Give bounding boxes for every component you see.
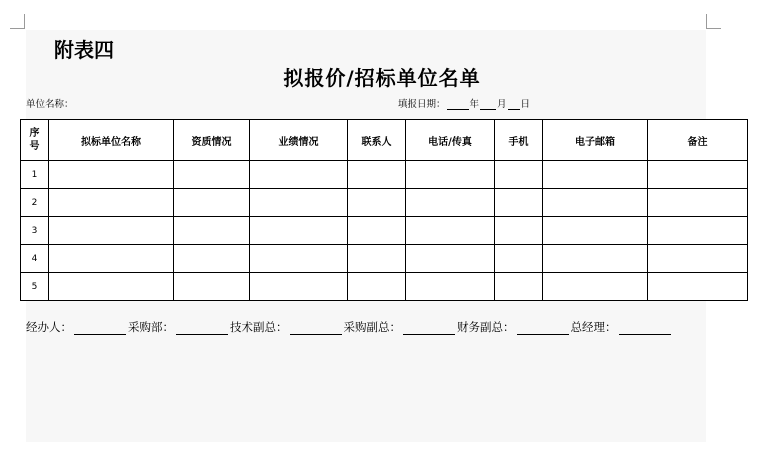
procurement-deputy-signature-blank[interactable] (403, 321, 455, 335)
cell-qualification[interactable] (174, 161, 250, 189)
header-performance: 业绩情况 (250, 120, 348, 161)
cell-mobile[interactable] (495, 273, 543, 301)
header-contact: 联系人 (348, 120, 406, 161)
cell-qualification[interactable] (174, 273, 250, 301)
cell-remarks[interactable] (648, 161, 748, 189)
cell-phone-fax[interactable] (406, 189, 495, 217)
cell-contact[interactable] (348, 189, 406, 217)
cell-company[interactable] (49, 217, 174, 245)
cell-performance[interactable] (250, 217, 348, 245)
handler-label: 经办人： (26, 320, 72, 334)
cell-email[interactable] (543, 245, 648, 273)
cell-remarks[interactable] (648, 245, 748, 273)
cell-email[interactable] (543, 189, 648, 217)
table-header-row (21, 120, 748, 161)
year-label: 年 (469, 99, 480, 110)
page-corner-mark-top-left (10, 14, 25, 29)
cell-mobile[interactable] (495, 161, 543, 189)
cell-contact[interactable] (348, 245, 406, 273)
cell-qualification[interactable] (174, 217, 250, 245)
procurement-signature-blank[interactable] (176, 321, 228, 335)
cell-phone-fax[interactable] (406, 217, 495, 245)
cell-phone-fax[interactable] (406, 273, 495, 301)
header-qualification: 资质情况 (174, 120, 250, 161)
cell-performance[interactable] (250, 161, 348, 189)
header-company: 拟标单位名称 (49, 120, 174, 161)
day-label: 日 (520, 99, 531, 110)
cell-company[interactable] (49, 189, 174, 217)
cell-contact[interactable] (348, 273, 406, 301)
cell-contact[interactable] (348, 161, 406, 189)
row-number: 2 (21, 189, 49, 217)
gm-signature-blank[interactable] (619, 321, 671, 335)
signature-line (26, 319, 673, 335)
year-blank[interactable] (447, 99, 469, 110)
cell-mobile[interactable] (495, 189, 543, 217)
table-row (21, 217, 748, 245)
cell-qualification[interactable] (174, 245, 250, 273)
procurement-label: 采购部： (128, 320, 174, 334)
cell-remarks[interactable] (648, 273, 748, 301)
cell-phone-fax[interactable] (406, 161, 495, 189)
table-row (21, 189, 748, 217)
row-number: 1 (21, 161, 49, 189)
header-seq: 序 号 (21, 120, 49, 161)
tech-deputy-label: 技术副总： (230, 320, 288, 334)
finance-deputy-label: 财务副总： (457, 320, 515, 334)
cell-company[interactable] (49, 161, 174, 189)
unit-name-label: 单位名称： (26, 99, 74, 110)
cell-performance[interactable] (250, 245, 348, 273)
table-row (21, 245, 748, 273)
fill-date (398, 96, 530, 110)
tech-deputy-signature-blank[interactable] (290, 321, 342, 335)
cell-performance[interactable] (250, 189, 348, 217)
header-email: 电子邮箱 (543, 120, 648, 161)
cell-company[interactable] (49, 273, 174, 301)
cell-remarks[interactable] (648, 217, 748, 245)
cell-email[interactable] (543, 217, 648, 245)
cell-mobile[interactable] (495, 245, 543, 273)
page-corner-mark-top-right (706, 14, 721, 29)
month-label: 月 (497, 99, 507, 110)
cell-company[interactable] (49, 245, 174, 273)
table-row (21, 273, 748, 301)
cell-email[interactable] (543, 161, 648, 189)
day-blank[interactable] (508, 99, 520, 110)
cell-remarks[interactable] (648, 189, 748, 217)
cell-phone-fax[interactable] (406, 245, 495, 273)
document-title: 拟报价/招标单位名单 (283, 66, 481, 90)
row-number: 3 (21, 217, 49, 245)
appendix-label: 附表四 (54, 38, 114, 62)
finance-deputy-signature-blank[interactable] (517, 321, 569, 335)
handler-signature-blank[interactable] (74, 321, 126, 335)
procurement-deputy-label: 采购副总： (343, 320, 401, 334)
month-blank[interactable] (480, 99, 496, 110)
table-row (21, 161, 748, 189)
cell-mobile[interactable] (495, 217, 543, 245)
header-mobile: 手机 (495, 120, 543, 161)
fill-date-label: 填报日期： (398, 99, 446, 110)
cell-qualification[interactable] (174, 189, 250, 217)
header-phone-fax: 电话/传真 (406, 120, 495, 161)
bidder-roster-table (20, 119, 748, 301)
row-number: 4 (21, 245, 49, 273)
cell-email[interactable] (543, 273, 648, 301)
gm-label: 总经理： (570, 320, 617, 334)
cell-contact[interactable] (348, 217, 406, 245)
header-remarks: 备注 (648, 120, 748, 161)
row-number: 5 (21, 273, 49, 301)
cell-performance[interactable] (250, 273, 348, 301)
